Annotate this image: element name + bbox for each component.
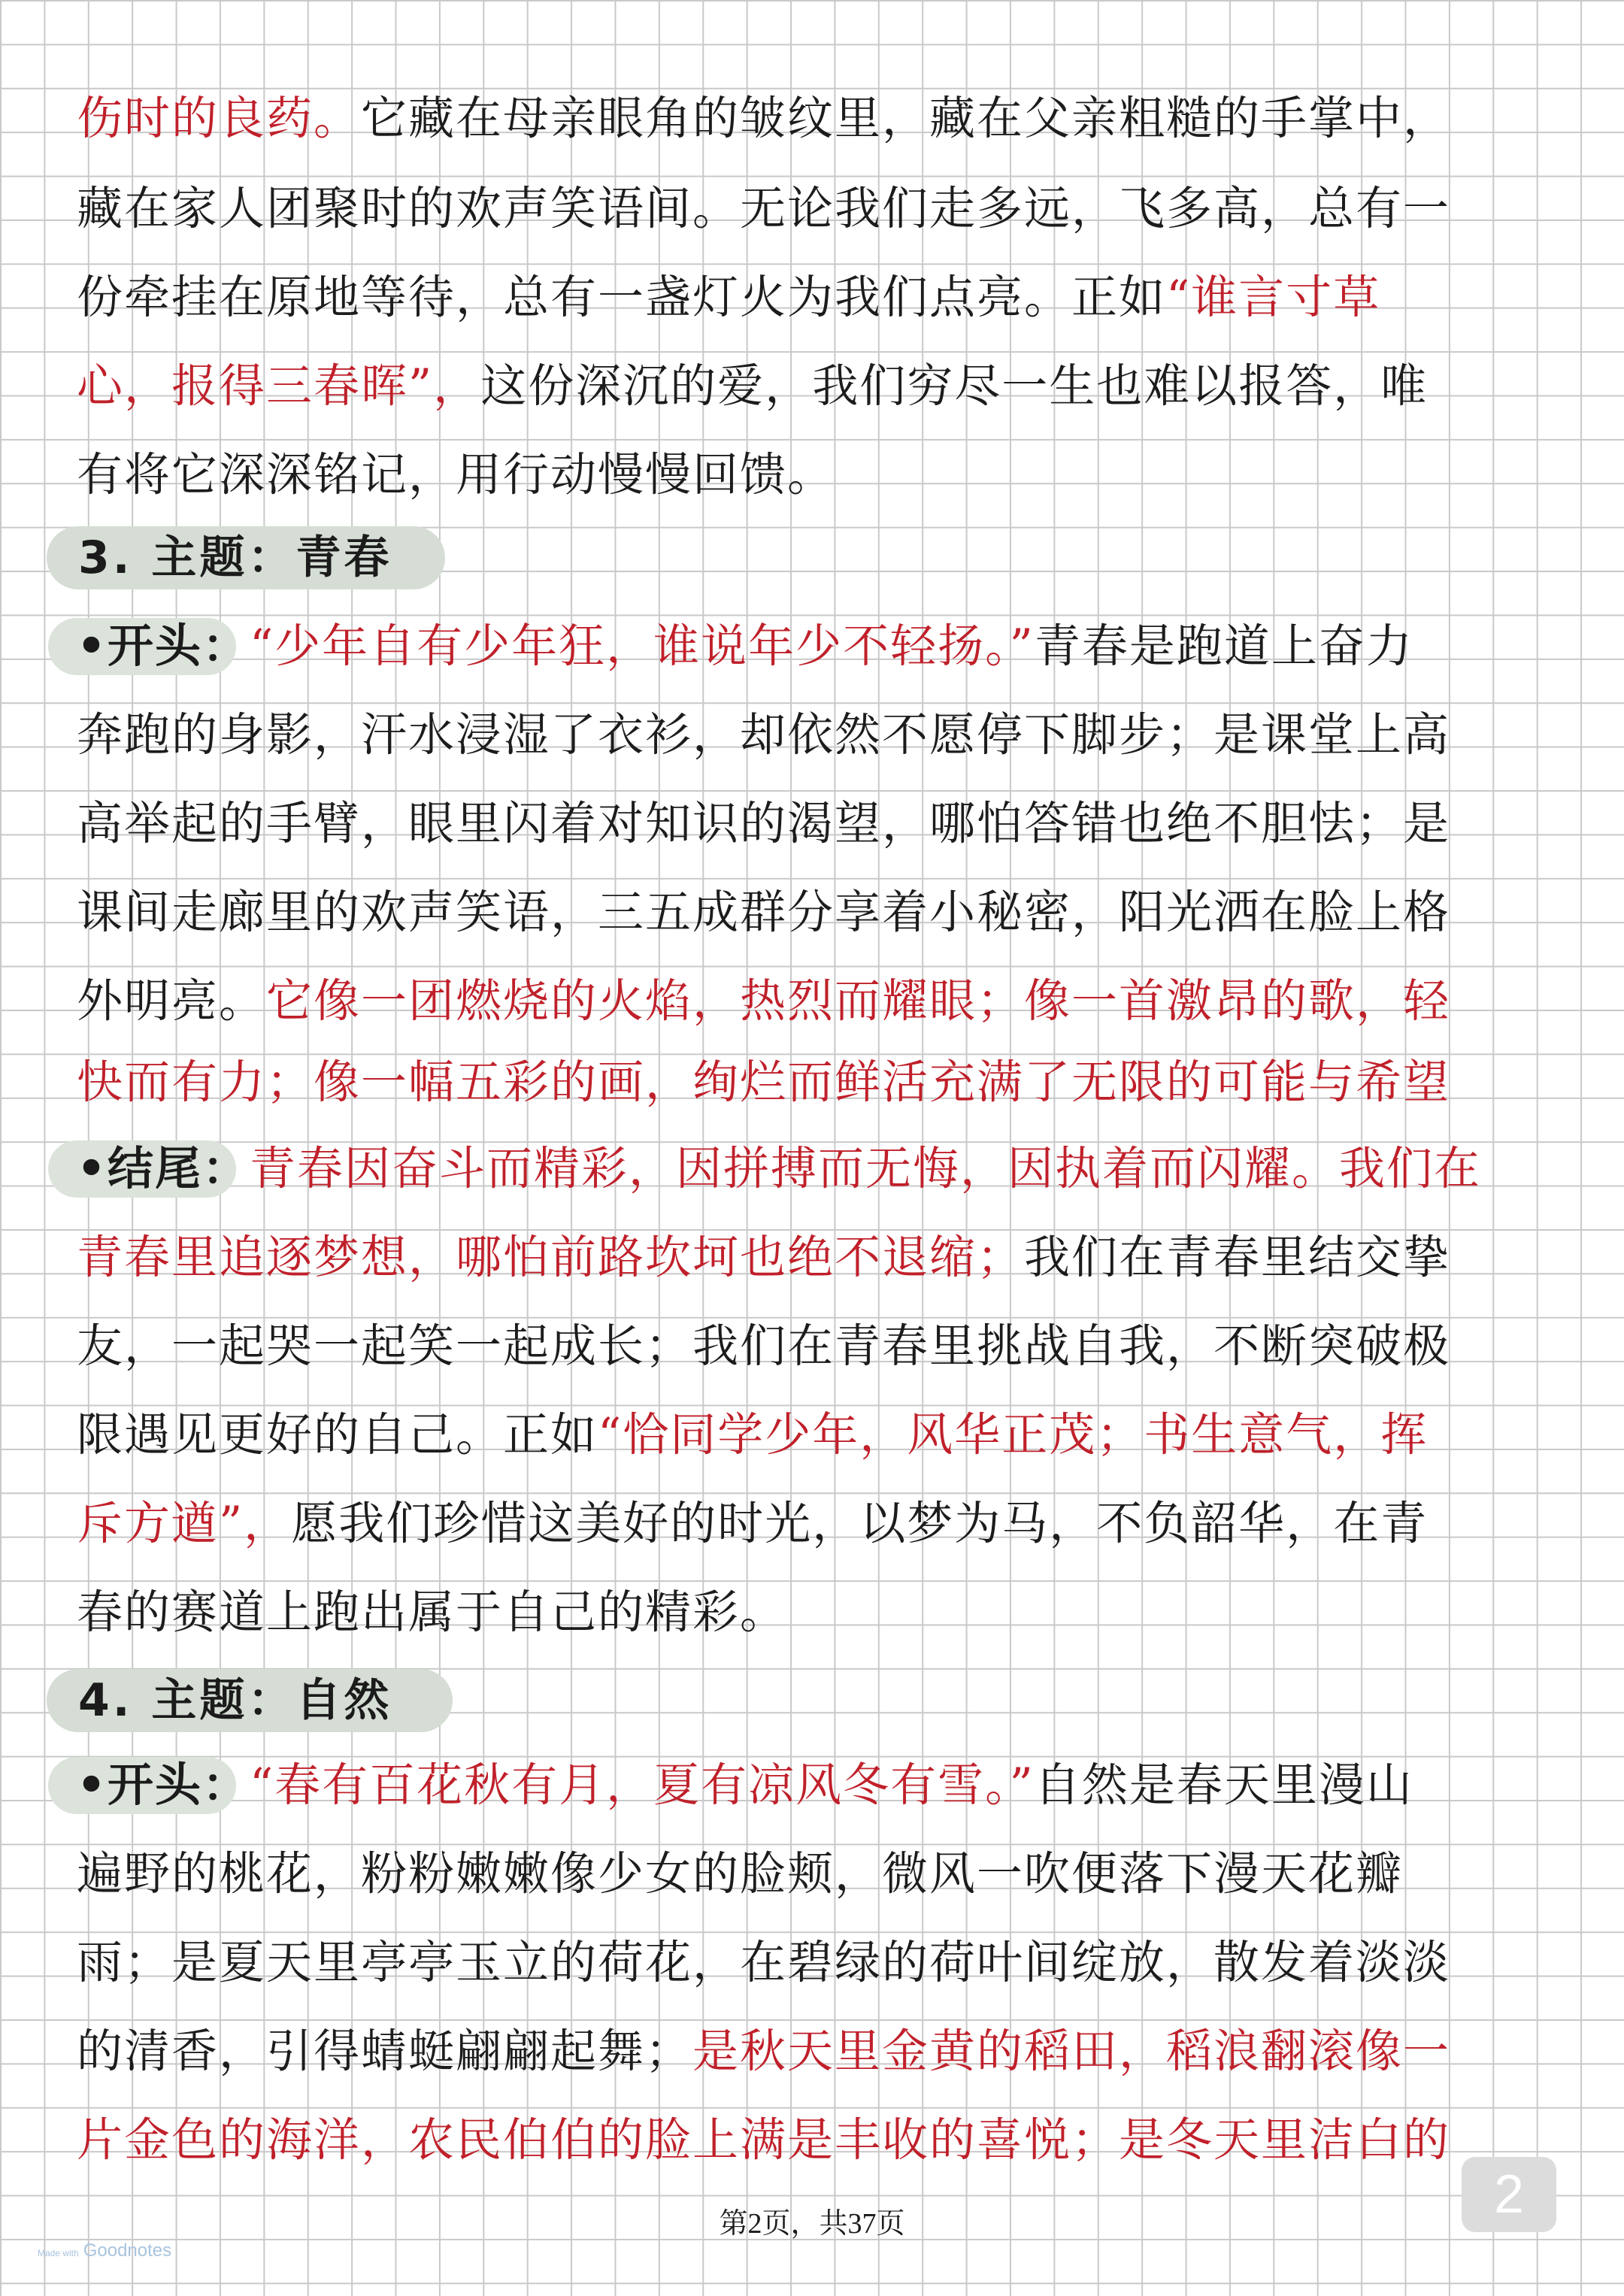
black-text: 遍野的桃花，粉粉嫩嫩像少女的脸颊，微风一吹便落下漫天花瓣	[77, 1847, 1404, 1901]
black-text: 自然是春天里漫山	[1034, 1758, 1413, 1812]
black-text: 愿我们珍惜这美好的时光，以梦为马，不负韶华，在青	[291, 1497, 1429, 1550]
watermark-small-text: Made with	[38, 2248, 79, 2258]
text-line	[77, 1579, 1550, 1646]
ending-label: •结尾：	[77, 1142, 250, 1195]
black-text: 这份深沉的爱，我们穷尽一生也难以报答，唯	[480, 359, 1429, 413]
text-line	[77, 701, 1550, 769]
black-text: 友，一起哭一起笑一起成长；我们在青春里挑战自我，不断突破极	[77, 1319, 1451, 1373]
black-text: 的清香，引得蜻蜓翩翩起舞；	[77, 2025, 693, 2078]
text-line	[77, 1752, 1550, 1819]
section-heading: 3. 主题：青春	[78, 532, 392, 584]
opening-label: •开头：	[77, 619, 250, 673]
watermark-brand: Goodnotes	[83, 2240, 172, 2261]
page-footer: 第2页，共37页	[719, 2208, 905, 2240]
text-line	[77, 879, 1550, 947]
text-line	[77, 1929, 1550, 1997]
black-text: 奔跑的身影，汗水浸湿了衣衫，却依然不愿停下脚步；是课堂上高	[77, 708, 1451, 762]
text-line	[77, 2018, 1550, 2085]
text-line	[77, 613, 1550, 680]
section-heading: 4. 主题：自然	[78, 1674, 392, 1727]
black-text: 高举起的手臂，眼里闪着对知识的渴望，哪怕答错也绝不胆怯；是	[77, 797, 1451, 850]
opening-label: •开头：	[77, 1758, 250, 1812]
text-line	[77, 441, 1550, 509]
red-text: 心，报得三春晖”，	[77, 359, 481, 413]
text-line	[77, 264, 1550, 332]
text-line	[77, 1135, 1550, 1203]
red-text: 它像一团燃烧的火焰，热烈而耀眼；像一首激昂的歌，轻	[266, 974, 1451, 1028]
quote-text: “恰同学少年，风华正茂；书生意气，挥	[598, 1408, 1429, 1462]
red-text: “谁言寸草	[1166, 271, 1381, 324]
black-text: 限遇见更好的自己。正如	[77, 1408, 598, 1462]
text-line	[77, 1049, 1550, 1116]
red-text: 片金色的海洋，农民伯伯的脸上满是丰收的喜悦；是冬天里洁白的	[77, 2113, 1451, 2167]
red-text: 青春因奋斗而精彩，因拼搏而无悔，因执着而闪耀。我们在	[250, 1142, 1482, 1195]
text-line	[77, 1224, 1550, 1292]
black-text: 外明亮。	[77, 974, 267, 1028]
text-line	[77, 353, 1550, 420]
quote-text: “少年自有少年狂，谁说年少不轻扬。”	[250, 619, 1035, 673]
red-text: 快而有力；像一幅五彩的画，绚烂而鲜活充满了无限的可能与希望	[77, 1056, 1451, 1109]
text-line	[77, 1401, 1550, 1469]
text-line	[77, 968, 1550, 1035]
page-number-badge: 2	[1462, 2157, 1556, 2232]
text-line	[77, 1313, 1550, 1380]
black-text: 藏在家人团聚时的欢声笑语间。无论我们走多远，飞多高，总有一	[77, 182, 1451, 235]
red-text: 伤时的良药。	[77, 92, 362, 145]
red-text: 青春里追逐梦想，哪怕前路坎坷也绝不退缩；	[77, 1231, 1025, 1284]
black-text: 雨；是夏天里亭亭玉立的荷花，在碧绿的荷叶间绽放，散发着淡淡	[77, 1936, 1451, 1989]
text-line	[77, 1840, 1550, 1908]
text-line	[77, 175, 1550, 243]
quote-text: 斥方遒”，	[77, 1497, 292, 1550]
black-text: 有将它深深铭记，用行动慢慢回馈。	[77, 448, 835, 501]
text-line	[77, 85, 1550, 153]
black-text: 份牵挂在原地等待，总有一盏灯火为我们点亮。正如	[77, 271, 1167, 324]
black-text: 青春是跑道上奋力	[1034, 619, 1413, 673]
text-line	[77, 1490, 1550, 1558]
black-text: 春的赛道上跑出属于自己的精彩。	[77, 1586, 788, 1639]
goodnotes-watermark	[38, 2240, 171, 2261]
black-text: 我们在青春里结交挚	[1024, 1231, 1451, 1284]
red-text: 是秋天里金黄的稻田，稻浪翻滚像一	[692, 2025, 1451, 2078]
text-line	[77, 790, 1550, 858]
black-text: 它藏在母亲眼角的皱纹里，藏在父亲粗糙的手掌中，	[361, 92, 1451, 145]
text-line	[77, 2107, 1550, 2174]
black-text: 课间走廊里的欢声笑语，三五成群分享着小秘密，阳光洒在脸上格	[77, 886, 1451, 939]
quote-text: “春有百花秋有月，夏有凉风冬有雪。”	[250, 1758, 1035, 1812]
